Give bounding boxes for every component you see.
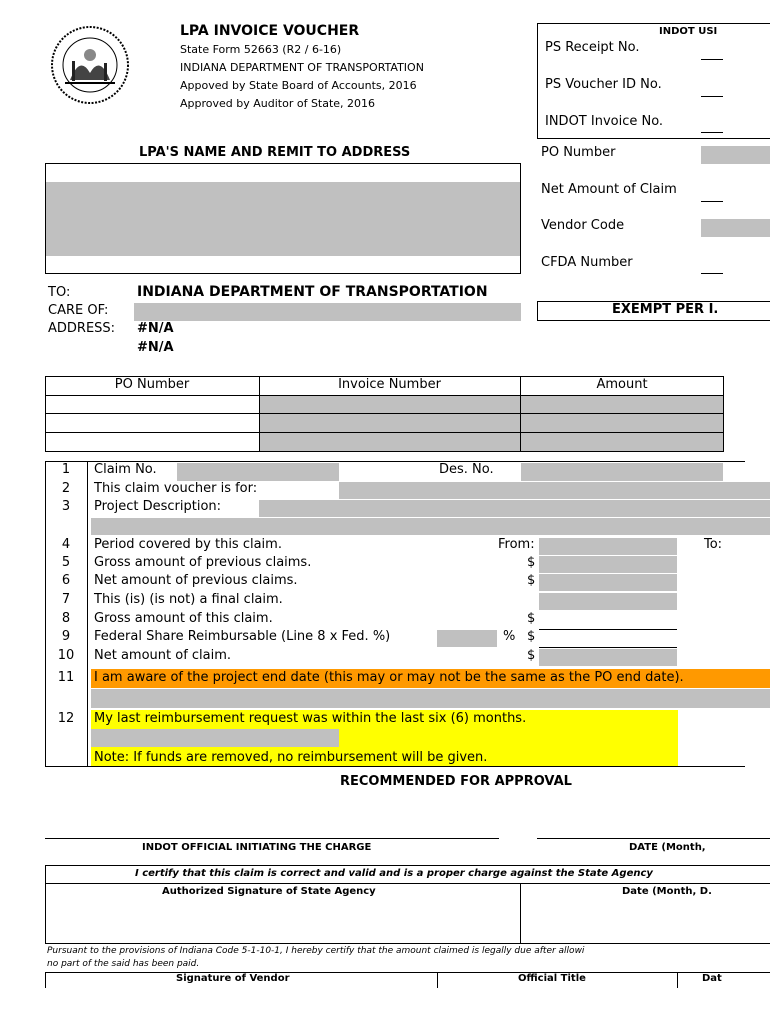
vendor-code-label: Vendor Code bbox=[541, 218, 625, 233]
period-label: Period covered by this claim. bbox=[94, 537, 282, 552]
ps-voucher-field[interactable] bbox=[701, 96, 723, 97]
dollar-sign: $ bbox=[527, 555, 536, 570]
ps-receipt-field[interactable] bbox=[701, 59, 723, 60]
official-signature-line[interactable] bbox=[45, 838, 499, 839]
to-label: TO: bbox=[48, 285, 71, 300]
line-no-12: 12 bbox=[57, 711, 75, 726]
gross-this-field[interactable] bbox=[539, 629, 677, 630]
form-title: LPA INVOICE VOUCHER bbox=[180, 23, 360, 39]
pursuant-text: Pursuant to the provisions of Indiana Code 5-1-10-1, I hereby certify that the amount claimed is legally due after allowi bbox=[47, 946, 585, 956]
project-desc-label: Project Description: bbox=[94, 499, 222, 514]
end-date-text: I am aware of the project end date (this may or may not be the same as the PO end date). bbox=[94, 670, 684, 685]
line-no-6: 6 bbox=[61, 573, 71, 588]
net-prev-field[interactable] bbox=[539, 574, 677, 591]
care-of-label: CARE OF: bbox=[48, 303, 109, 318]
gross-prev-field[interactable] bbox=[539, 556, 677, 573]
indot-invoice-field[interactable] bbox=[701, 132, 723, 133]
gross-this-label: Gross amount of this claim. bbox=[94, 611, 273, 626]
to-value: INDIANA DEPARTMENT OF TRANSPORTATION bbox=[137, 284, 488, 300]
form-number: State Form 52663 (R2 / 6-16) bbox=[180, 43, 342, 56]
po-col-header: PO Number bbox=[114, 377, 190, 392]
care-of-field[interactable] bbox=[134, 303, 521, 321]
vendor-date-label: Dat bbox=[702, 973, 722, 984]
auth-signature-label: Authorized Signature of State Agency bbox=[162, 886, 376, 897]
state-seal-icon bbox=[50, 25, 130, 105]
project-desc-field-2[interactable] bbox=[91, 518, 770, 535]
official-title-label: Official Title bbox=[518, 973, 586, 984]
ps-receipt-label: PS Receipt No. bbox=[545, 40, 640, 55]
percent-sign: % bbox=[503, 629, 516, 644]
gross-prev-label: Gross amount of previous claims. bbox=[94, 555, 312, 570]
line-no-11: 11 bbox=[57, 670, 75, 685]
po-table-fill[interactable] bbox=[260, 396, 723, 451]
end-date-field[interactable] bbox=[91, 689, 770, 708]
amount-col-header: Amount bbox=[596, 377, 648, 392]
exempt-label: EXEMPT PER I. bbox=[612, 302, 719, 317]
line-no-10: 10 bbox=[57, 648, 75, 663]
official-date-label: DATE (Month, bbox=[629, 842, 706, 853]
claim-no-field[interactable] bbox=[177, 463, 339, 481]
cfda-label: CFDA Number bbox=[541, 255, 633, 270]
official-date-line[interactable] bbox=[537, 838, 770, 839]
dollar-sign: $ bbox=[527, 573, 536, 588]
from-date-field[interactable] bbox=[539, 538, 677, 555]
des-no-label: Des. No. bbox=[439, 462, 494, 477]
voucher-for-label: This claim voucher is for: bbox=[94, 481, 258, 496]
reimbursement-text: My last reimbursement request was within the last six (6) months. bbox=[94, 711, 527, 726]
to-date-label: To: bbox=[704, 537, 723, 552]
official-label: INDOT OFFICIAL INITIATING THE CHARGE bbox=[142, 842, 372, 853]
dollar-sign: $ bbox=[527, 629, 536, 644]
net-amount-field[interactable] bbox=[701, 201, 723, 202]
invoice-col-header: Invoice Number bbox=[338, 377, 441, 392]
vendor-code-field[interactable] bbox=[701, 219, 770, 237]
approved-sboa: Appoved by State Board of Accounts, 2016 bbox=[180, 79, 417, 92]
funds-note: Note: If funds are removed, no reimbursement will be given. bbox=[94, 750, 488, 765]
final-claim-field[interactable] bbox=[539, 593, 677, 610]
line-no-8: 8 bbox=[61, 611, 71, 626]
po-number-field[interactable] bbox=[701, 146, 770, 164]
line-no-4: 4 bbox=[61, 537, 71, 552]
address-label: ADDRESS: bbox=[48, 321, 116, 336]
fed-percent-field[interactable] bbox=[437, 630, 497, 647]
no-part-text: no part of the said has been paid. bbox=[47, 959, 200, 969]
ps-voucher-label: PS Voucher ID No. bbox=[545, 77, 662, 92]
voucher-for-field[interactable] bbox=[339, 482, 770, 499]
address-line-1: #N/A bbox=[137, 321, 174, 336]
remit-address-fill[interactable] bbox=[46, 182, 520, 256]
line-no-2: 2 bbox=[61, 481, 71, 496]
des-no-field[interactable] bbox=[521, 463, 723, 481]
address-line-2: #N/A bbox=[137, 340, 174, 355]
indot-invoice-label: INDOT Invoice No. bbox=[545, 114, 664, 129]
recommended-heading: RECOMMENDED FOR APPROVAL bbox=[340, 774, 572, 789]
po-number-label: PO Number bbox=[541, 145, 616, 160]
net-prev-label: Net amount of previous claims. bbox=[94, 573, 298, 588]
line-no-1: 1 bbox=[61, 462, 71, 477]
net-amount-label: Net Amount of Claim bbox=[541, 182, 677, 197]
auth-date-field[interactable] bbox=[521, 900, 761, 943]
claim-no-label: Claim No. bbox=[94, 462, 157, 477]
net-claim-label: Net amount of claim. bbox=[94, 648, 232, 663]
dollar-sign: $ bbox=[527, 648, 536, 663]
project-desc-field[interactable] bbox=[259, 500, 770, 517]
fed-share-field[interactable] bbox=[539, 647, 677, 648]
line-no-5: 5 bbox=[61, 555, 71, 570]
department-name: INDIANA DEPARTMENT OF TRANSPORTATION bbox=[180, 61, 424, 74]
net-claim-field[interactable] bbox=[539, 649, 677, 666]
approved-auditor: Approved by Auditor of State, 2016 bbox=[180, 97, 376, 110]
auth-date-label: Date (Month, D. bbox=[622, 886, 712, 897]
certify-text: I certify that this claim is correct and valid and is a proper charge against the State Agency bbox=[135, 868, 653, 879]
vendor-signature-label: Signature of Vendor bbox=[176, 973, 290, 984]
from-label: From: bbox=[498, 537, 535, 552]
dollar-sign: $ bbox=[527, 611, 536, 626]
indot-use-title: INDOT USI bbox=[659, 26, 718, 37]
line-no-3: 3 bbox=[61, 499, 71, 514]
final-claim-label: This (is) (is not) a final claim. bbox=[94, 592, 283, 607]
remit-heading: LPA'S NAME AND REMIT TO ADDRESS bbox=[139, 145, 411, 160]
fed-share-label: Federal Share Reimbursable (Line 8 x Fed. %) bbox=[94, 629, 391, 644]
reimbursement-field[interactable] bbox=[91, 729, 339, 747]
auth-signature-field[interactable] bbox=[46, 900, 519, 943]
line-no-9: 9 bbox=[61, 629, 71, 644]
line-no-7: 7 bbox=[61, 592, 71, 607]
cfda-field[interactable] bbox=[701, 273, 723, 274]
